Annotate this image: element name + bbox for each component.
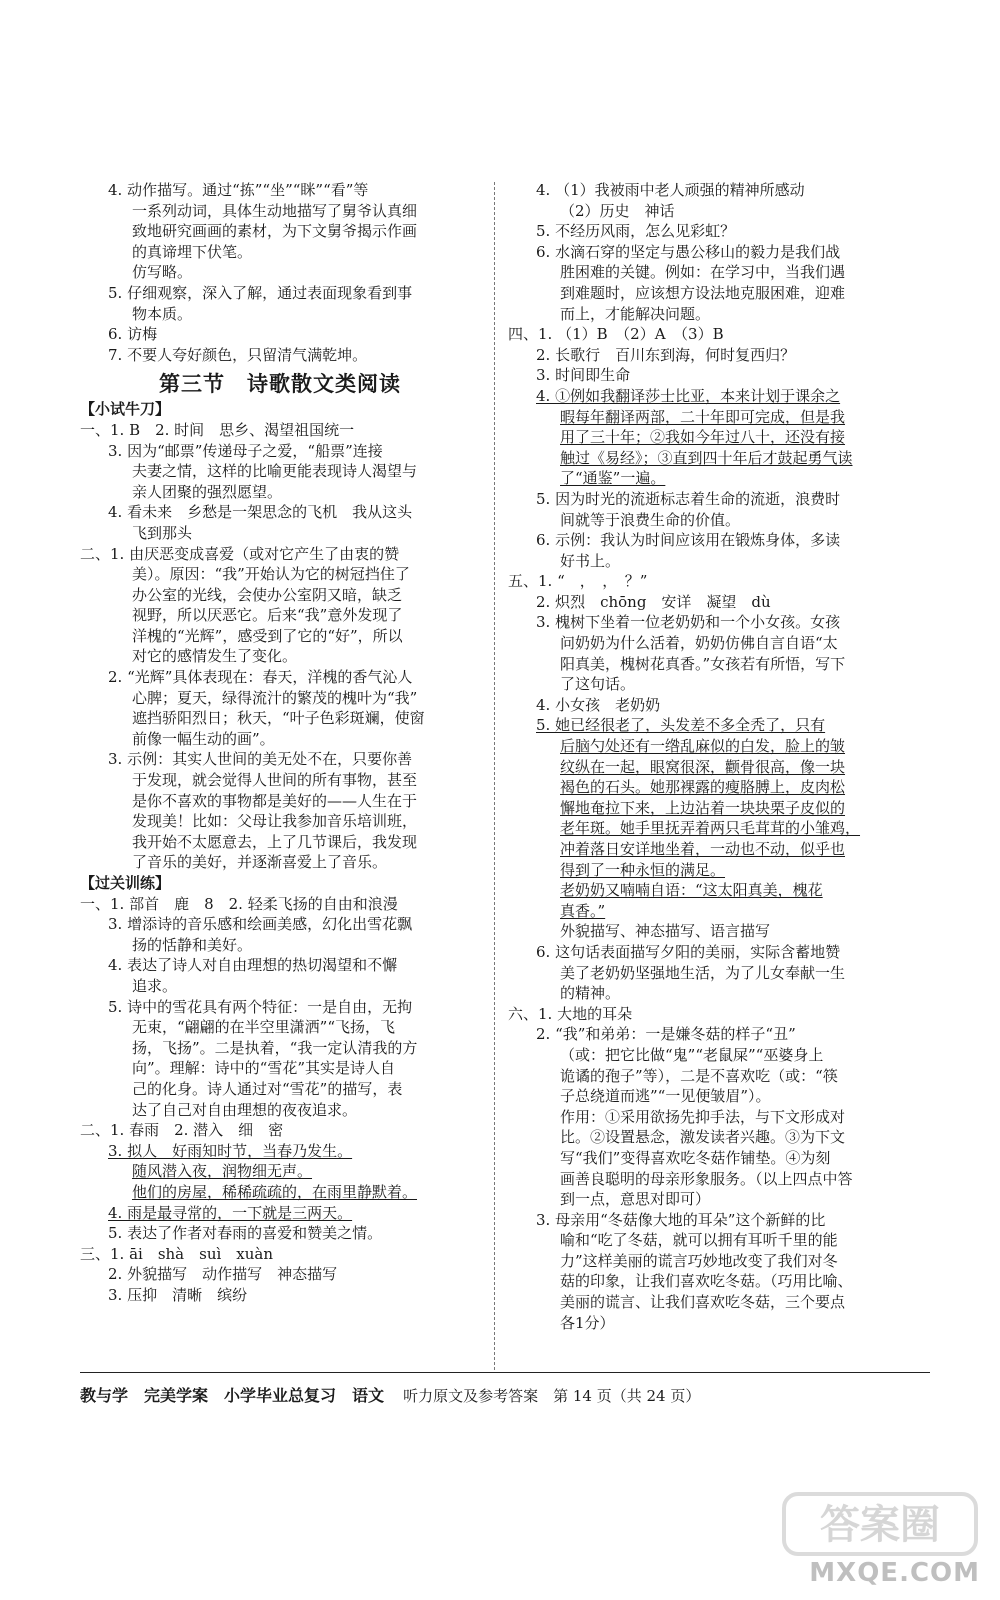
answer-line: 3. 示例：其实人世间的美无处不在，只要你善 [108, 750, 413, 769]
answer-line: 四、1. （1）B （2）A （3）B [508, 325, 724, 344]
answer-line: 5. 诗中的雪花具有两个特征：一是自由，无拘 [108, 997, 413, 1016]
watermark-text: MXQE.COM [809, 1558, 980, 1588]
answer-line: 各1分） [560, 1313, 615, 1332]
answer-line: 了“通鉴”一遍。 [560, 469, 666, 488]
answer-line: 了这句话。 [560, 675, 636, 694]
answer-line: 二、1. 由厌恶变成喜爱（或对它产生了由衷的赞 [80, 544, 400, 563]
answer-line: 菇的印象，让我们喜欢吃冬菇。（巧用比喻、 [560, 1272, 853, 1291]
answer-line: 好书上。 [560, 551, 621, 570]
answer-line: 到一点，意思对即可） [560, 1190, 711, 1209]
answer-line: 3. 压抑 清晰 缤纷 [108, 1285, 248, 1304]
answer-line: 的真谛埋下伏笔。 [132, 242, 253, 261]
column-divider [494, 182, 495, 1370]
answer-line: 真香。” [560, 901, 606, 920]
answer-line: 心脾；夏天，绿得流汁的繁茂的槐叶为“我” [132, 688, 418, 707]
answer-line: 无束，“翩翩的在半空里潇洒”“飞扬，飞 [132, 1018, 396, 1037]
answer-line: 了音乐的美好，并逐渐喜爱上了音乐。 [132, 853, 388, 872]
answer-line: 后脑勺处还有一绺乱麻似的白发，脸上的皱 [560, 737, 846, 756]
answer-line: 触过《易经》；③直到四十年后才鼓起勇气读 [560, 448, 853, 467]
subsection-heading: 【过关训练】 [80, 874, 171, 892]
answer-line: 扬，飞扬”。二是执着，“我一定认清我的方 [132, 1038, 418, 1057]
answer-line: 得到了一种永恒的满足。 [560, 860, 726, 879]
answer-line: 2. “我”和弟弟：一是嫌冬菇的样子“丑” [536, 1025, 796, 1044]
answer-line: 问奶奶为什么活着，奶奶仿佛自言自语“太 [560, 634, 838, 653]
answer-line: 三、1. āi shà suì xuàn [80, 1244, 274, 1263]
answer-line: 物本质。 [132, 304, 193, 323]
answer-line: 一、1. B 2. 时间 思乡、渴望祖国统一 [80, 420, 355, 439]
answer-line: 6. 示例：我认为时间应该用在锻炼身体，多读 [536, 531, 841, 550]
right-column [508, 180, 926, 1333]
answer-line: 2. 长歌行 百川东到海，何时复西归？ [536, 345, 796, 364]
answer-line: 4. 表达了诗人对自由理想的热切渴望和不懈 [108, 956, 398, 975]
answer-line: 二、1. 春雨 2. 潜入 细 密 [80, 1121, 284, 1140]
answer-line: 到难题时，应该想方设法地克服困难，迎难 [560, 283, 846, 302]
answer-line: 5. 不经历风雨，怎么见彩虹？ [536, 222, 736, 241]
answer-line: 力”这样美丽的谎言巧妙地改变了我们对冬 [560, 1251, 838, 1270]
answer-line: 致地研究画画的素材，为下文舅爷揭示作画 [132, 222, 418, 241]
answer-line: 对它的感情发生了变化。 [132, 647, 298, 666]
answer-line: 3. 槐树下坐着一位老奶奶和一个小女孩。女孩 [536, 613, 841, 632]
answer-line: 7. 不要人夸好颜色，只留清气满乾坤。 [108, 345, 368, 364]
answer-line: 老年斑。她手里抚弄着两只毛茸茸的小雏鸡， [560, 819, 861, 838]
answer-line: 4. 动作描写。通过“拣”“坐”“眯”“看”等 [108, 181, 369, 199]
footer-brand: 教与学 完美学案 小学毕业总复习 语文 [80, 1386, 385, 1405]
answer-line: 用了三十年；②我如今年过八十，还没有接 [560, 428, 846, 447]
answer-line: 2. “光辉”具体表现在：春天，洋槐的香气沁人 [108, 668, 413, 687]
answer-line: 我开始不太愿意去，上了几节课后，我发现 [132, 832, 418, 851]
page-footer [80, 1372, 930, 1406]
answer-line: 遮挡骄阳烈日；秋天，“叶子色彩斑斓，使窗 [132, 709, 425, 728]
answer-line: 夫妻之情，这样的比喻更能表现诗人渴望与 [132, 462, 418, 481]
answer-line: 随风潜入夜，润物细无声。 [132, 1162, 313, 1181]
answer-line: 仿写略。 [132, 263, 193, 282]
answer-line: 懈地奄拉下来，上边沾着一块块栗子皮似的 [560, 798, 846, 817]
answer-line: 5. 表达了作者对春雨的喜爱和赞美之情。 [108, 1224, 383, 1243]
subsection-heading: 【小试牛刀】 [80, 400, 171, 419]
answer-line: 美）。原因：“我”开始认为它的树冠挡住了 [132, 565, 410, 584]
watermark-logo-text: 答案圈 [820, 1502, 940, 1548]
answer-line: 己的化身。诗人通过对“雪花”的描写，表 [132, 1079, 403, 1098]
answer-line: 子总绕道而逃”“一见便皱眉”）。 [560, 1087, 771, 1106]
answer-line: 阳真美，槐树花真香。”女孩若有所悟，写下 [560, 654, 846, 673]
answer-line: 2. 炽烈 chōng 安详 凝望 dù [536, 592, 771, 611]
answer-line: 冲着落日安详地坐着，一动也不动，似乎也 [560, 840, 846, 858]
answer-line: 比。②设置悬念，激发读者兴趣。③为下文 [560, 1128, 846, 1147]
answer-line: 3. 因为“邮票”传递母子之爱，“船票”连接 [108, 441, 383, 460]
answer-line: 是你不喜欢的事物都是美好的——人生在于 [132, 791, 418, 810]
answer-line: 诡谲的孢子”等），二是不喜欢吃（或：“筷 [560, 1066, 838, 1085]
answer-line: 五、1. “ ， ， ？” [508, 572, 648, 591]
answer-line: 的精神。 [560, 984, 621, 1003]
answer-line: 扬的恬静和美好。 [132, 935, 253, 954]
answer-line: 向”。理解：诗中的“雪花”其实是诗人自 [132, 1059, 396, 1078]
answer-line: 胜困难的关键。例如：在学习中，当我们遇 [560, 263, 846, 282]
answer-line: 3. 母亲用“冬菇像大地的耳朵”这个新鲜的比 [536, 1210, 826, 1229]
answer-line: 4. （1）我被雨中老人顽强的精神所感动 [536, 181, 805, 199]
section-title: 第三节 诗歌散文类阅读 [159, 372, 401, 397]
answer-line: 暇每年翻译两部，二十年即可完成，但是我 [560, 407, 846, 426]
answer-line: 6. 水滴石穿的坚定与愚公移山的毅力是我们战 [536, 242, 841, 261]
answer-line: 写“我们”变得喜欢吃冬菇作铺垫。④为刻 [560, 1148, 831, 1167]
answer-line: 3. 时间即生命 [536, 366, 631, 385]
answer-line: 作用：①采用欲扬先抑手法，与下文形成对 [560, 1107, 846, 1126]
answer-line: 5. 她已经很老了，头发差不多全秃了，只有 [536, 716, 826, 735]
answer-line: 办公室的光线，会使办公室阴又暗，缺乏 [132, 585, 403, 604]
answer-line: （2）历史 神话 [560, 201, 675, 220]
answer-line: 一、1. 部首 鹿 8 2. 轻柔飞扬的自由和浪漫 [80, 894, 398, 913]
answer-line: 4. 看未来 乡愁是一架思念的飞机 我从这头 [108, 503, 413, 522]
answer-line: 外貌描写、神态描写、语言描写 [560, 922, 771, 941]
answer-line: 6. 这句话表面描写夕阳的美丽，实际含蓄地赞 [536, 942, 841, 961]
footer-page-info: 听力原文及参考答案 第 14 页（共 24 页） [403, 1387, 701, 1405]
answer-line: 六、1. 大地的耳朵 [508, 1004, 633, 1023]
answer-line: 飞到那头 [132, 523, 193, 542]
answer-line: 老奶奶又喃喃自语：“这太阳真美，槐花 [560, 881, 823, 900]
answer-line: 而上，才能解决问题。 [560, 304, 711, 323]
answer-line: 亲人团聚的强烈愿望。 [132, 482, 283, 501]
answer-line: 4. ①例如我翻译莎士比亚，本来计划于课余之 [536, 386, 841, 405]
answer-line: 一系列动词，具体生动地描写了舅爷认真细 [132, 201, 418, 220]
answer-line: 美丽的谎言、让我们喜欢吃冬菇，三个要点 [560, 1293, 846, 1312]
answer-line: 他们的房屋，稀稀疏疏的，在雨里静默着。 [132, 1182, 418, 1201]
answer-line: 喻和“吃了冬菇，就可以拥有耳听千里的能 [560, 1231, 838, 1250]
answer-line: 前像一幅生动的画”。 [132, 729, 275, 748]
answer-line: 洋槐的“光辉”，感受到了它的“好”，所以 [132, 626, 403, 645]
answer-line: （或：把它比做“鬼”“老鼠屎”“巫婆身上 [560, 1045, 824, 1064]
answer-line: 5. 因为时光的流逝标志着生命的流逝，浪费时 [536, 489, 841, 508]
answer-line: 5. 仔细观察，深入了解，通过表面现象看到事 [108, 283, 413, 302]
answer-line: 2. 外貌描写 动作描写 神态描写 [108, 1265, 338, 1284]
left-column [80, 180, 480, 1305]
answer-line: 追求。 [132, 976, 178, 995]
answer-line: 于发现，就会觉得人世间的所有事物，甚至 [132, 771, 418, 790]
answer-line: 褐色的石头。她那裸露的瘦胳膊上，皮肉松 [560, 778, 846, 797]
answer-line: 3. 拟人 好雨知时节，当春乃发生。 [108, 1141, 353, 1160]
answer-line: 6. 访梅 [108, 325, 158, 344]
answer-line: 发现美！比如：父母让我参加音乐培训班， [132, 812, 418, 831]
answer-line: 画善良聪明的母亲形象服务。（以上四点中答 [560, 1169, 853, 1188]
answer-line: 4. 雨是最寻常的，一下就是三两天。 [108, 1203, 353, 1222]
answer-line: 达了自己对自由理想的夜夜追求。 [132, 1100, 358, 1119]
answer-line: 间就等于浪费生命的价值。 [560, 510, 741, 529]
answer-line: 纹纵在一起，眼窝很深，颧骨很高，像一块 [560, 757, 846, 776]
answer-line: 美了老奶奶坚强地生活，为了儿女奉献一生 [560, 963, 846, 982]
answer-line: 3. 增添诗的音乐感和绘画美感，幻化出雪花飘 [108, 915, 413, 934]
answer-line: 4. 小女孩 老奶奶 [536, 695, 661, 714]
answer-line: 视野，所以厌恶它。后来“我”意外发现了 [132, 606, 403, 625]
